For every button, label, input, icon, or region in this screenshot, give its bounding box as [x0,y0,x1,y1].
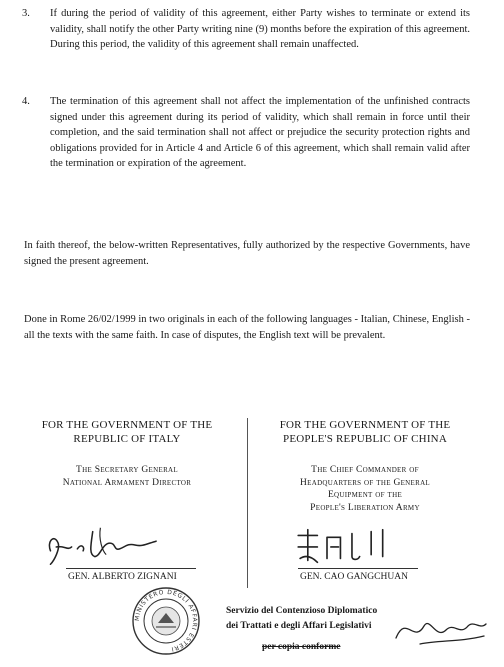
clause-text: The termination of this agreement shall not affect the implementation of the unfinished contracts signed under this agreement during its period of validity, which shall remain in force until their completion, and the said termination shall not affect or prejudice the security protection rights and obligations provided for in Article 4 and Article 6 of this agreement, which shall remain valid after the termination or expiration of the agreement. [50,96,470,169]
signature-line [298,568,418,569]
clause-number: 4. [22,96,30,107]
office-title: The Chief Commander of Headquarters of the General Equipment of the People's Liberation Army [299,465,431,513]
done-paragraph: Done in Rome 26/02/1999 in two originals in each of the following languages - Italian, Chinese, English - all the texts with the same faith. In case of disputes, the English text will be prevalent. [24,314,470,341]
official-stamp [130,585,202,657]
certification-signature [390,604,490,654]
certification-line-2: dei Trattati e degli Affari Legislativi [226,621,372,631]
signer-name-right: GEN. CAO GANGCHUAN [300,572,408,582]
certification-line-3: per copia conforme [262,642,341,652]
government-heading: FOR THE GOVERNMENT OF THE REPUBLIC OF ITALY [41,419,213,445]
clause-number: 3. [22,8,30,19]
government-heading: FOR THE GOVERNMENT OF THE PEOPLE'S REPUBLIC OF CHINA [279,419,451,445]
signatory-china [250,418,480,514]
signer-name-left: GEN. ALBERTO ZIGNANI [68,572,177,582]
signature-cao [286,522,416,570]
clause-text: If during the period of validity of this agreement, either Party wishes to terminate or extend its validity, shall notify the other Party writing nine (9) months before the expiration of this agreement. During this period, the validity of this agreement shall remain unaffected. [50,8,470,50]
signatory-italy [12,418,242,489]
faith-paragraph: In faith thereof, the below-written Representatives, fully authorized by the respective Governments, have signed the present agreement. [24,240,470,267]
signature-line [66,568,196,569]
office-title: The Secretary General National Armament Director [62,465,192,488]
signature-zignani [40,522,180,570]
svg-text:MINISTERO DEGLI AFFARI ESTERI: MINISTERO DEGLI AFFARI ESTERI [133,588,199,653]
column-divider [247,418,248,588]
certification-line-1: Servizio del Contenzioso Diplomatico [226,606,378,616]
